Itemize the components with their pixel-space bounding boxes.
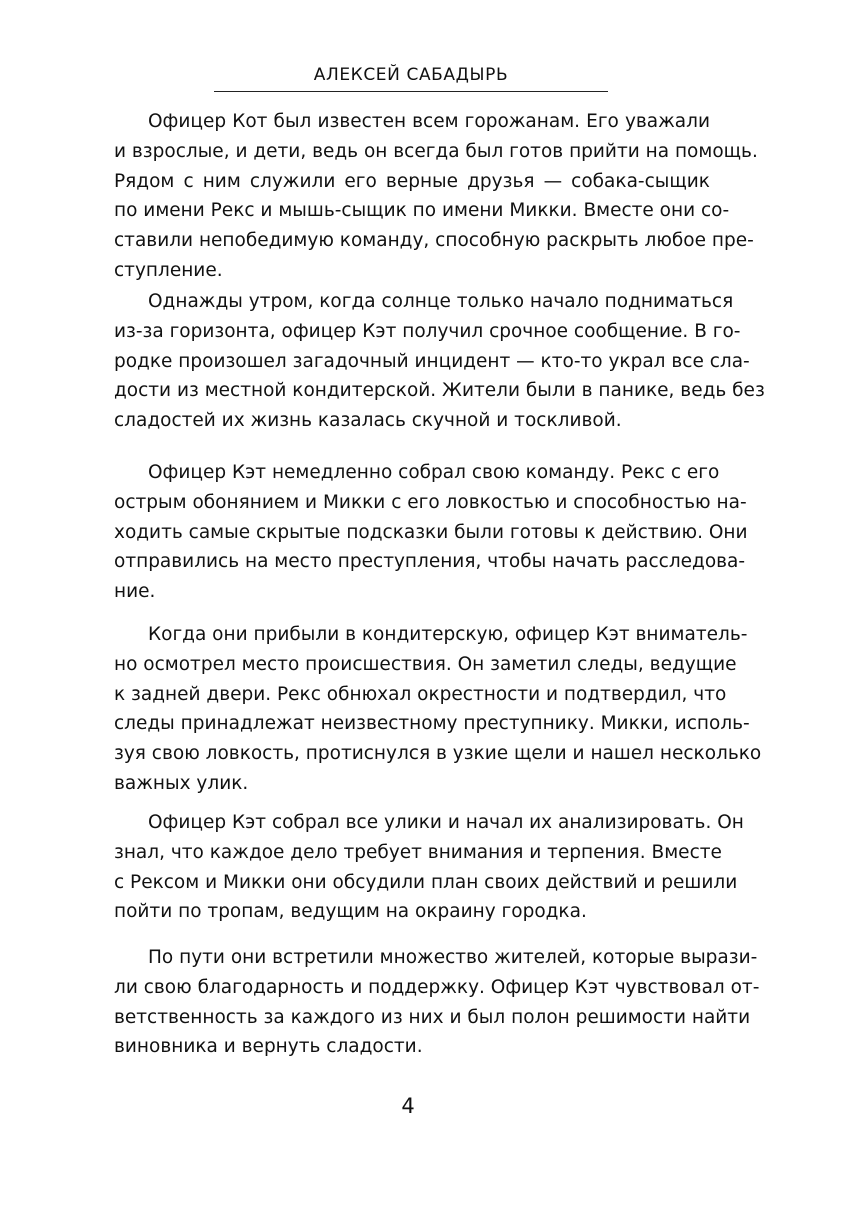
text-line: Когда они прибыли в кондитерскую, офицер Кэт вниматель- [148, 624, 748, 645]
text-line: родке произошел загадочный инцидент — кто-то украл все сла- [114, 350, 750, 372]
text-line: ставили непобедимую команду, способную раскрыть любое пре- [114, 230, 754, 252]
paragraph-1 [114, 107, 758, 286]
text-line: ние. [114, 581, 156, 603]
text-line: виновника и вернуть сладости. [114, 1036, 423, 1058]
text-line: сладостей их жизнь казалась скучной и тоскливой. [114, 410, 622, 432]
paragraph-4 [114, 620, 762, 799]
text-line: По пути они встретили множество жителей, которые вырази- [148, 947, 758, 968]
text-line: из-за горизонта, офицер Кэт получил срочное сообщение. В го- [114, 320, 741, 342]
text-line: отправились на место преступления, чтобы начать расследова- [114, 551, 746, 573]
text-line: дости из местной кондитерской. Жители были в панике, ведь без [114, 380, 765, 402]
text-line: знал, что каждое дело требует внимания и терпения. Вместе [114, 841, 722, 863]
paragraph-3 [114, 458, 748, 607]
text-line: к задней двери. Рекс обнюхал окрестности и подтвердил, что [114, 683, 727, 705]
text-line: пойти по тропам, ведущим на окраину городка. [114, 901, 587, 923]
text-line: Офицер Кэт немедленно собрал свою команду. Рекс с его [148, 462, 720, 483]
text-line: ходить самые скрытые подсказки были готовы к действию. Они [114, 521, 748, 543]
paragraph-2 [114, 287, 765, 436]
running-header-author: АЛЕКСЕЙ САБАДЫРЬ [214, 63, 608, 92]
text-line: Однажды утром, когда солнце только начало подниматься [148, 291, 734, 312]
text-line: зуя свою ловкость, протиснулся в узкие щели и нашел несколько [114, 743, 762, 765]
page-number: 4 [401, 1094, 415, 1118]
paragraph-5 [114, 808, 744, 927]
text-line: острым обонянием и Микки с его ловкостью и способностью на- [114, 491, 747, 513]
text-line: Офицер Кот был известен всем горожанам. Его уважали [148, 111, 710, 132]
text-line: важных улик. [114, 772, 249, 794]
text-line: по имени Рекс и мышь-сыщик по имени Микки. Вместе они со- [114, 200, 730, 222]
text-line: ли свою благодарность и поддержку. Офицер Кэт чувствовал от- [114, 976, 760, 998]
paragraph-6 [114, 943, 760, 1062]
text-line: с Рексом и Микки они обсудили план своих действий и решили [114, 871, 738, 893]
text-line: Офицер Кэт собрал все улики и начал их анализировать. Он [148, 812, 744, 833]
text-line: следы принадлежат неизвестному преступнику. Микки, исполь- [114, 713, 750, 735]
text-line: ступление. [114, 259, 223, 281]
text-line: ветственность за каждого из них и был полон решимости найти [114, 1006, 751, 1028]
text-line: и взрослые, и дети, ведь он всегда был готов прийти на помощь. [114, 140, 758, 162]
text-line: но осмотрел место происшествия. Он заметил следы, ведущие [114, 653, 737, 675]
text-line: Рядом с ним служили его верные друзья — собака-сыщик [114, 170, 710, 192]
